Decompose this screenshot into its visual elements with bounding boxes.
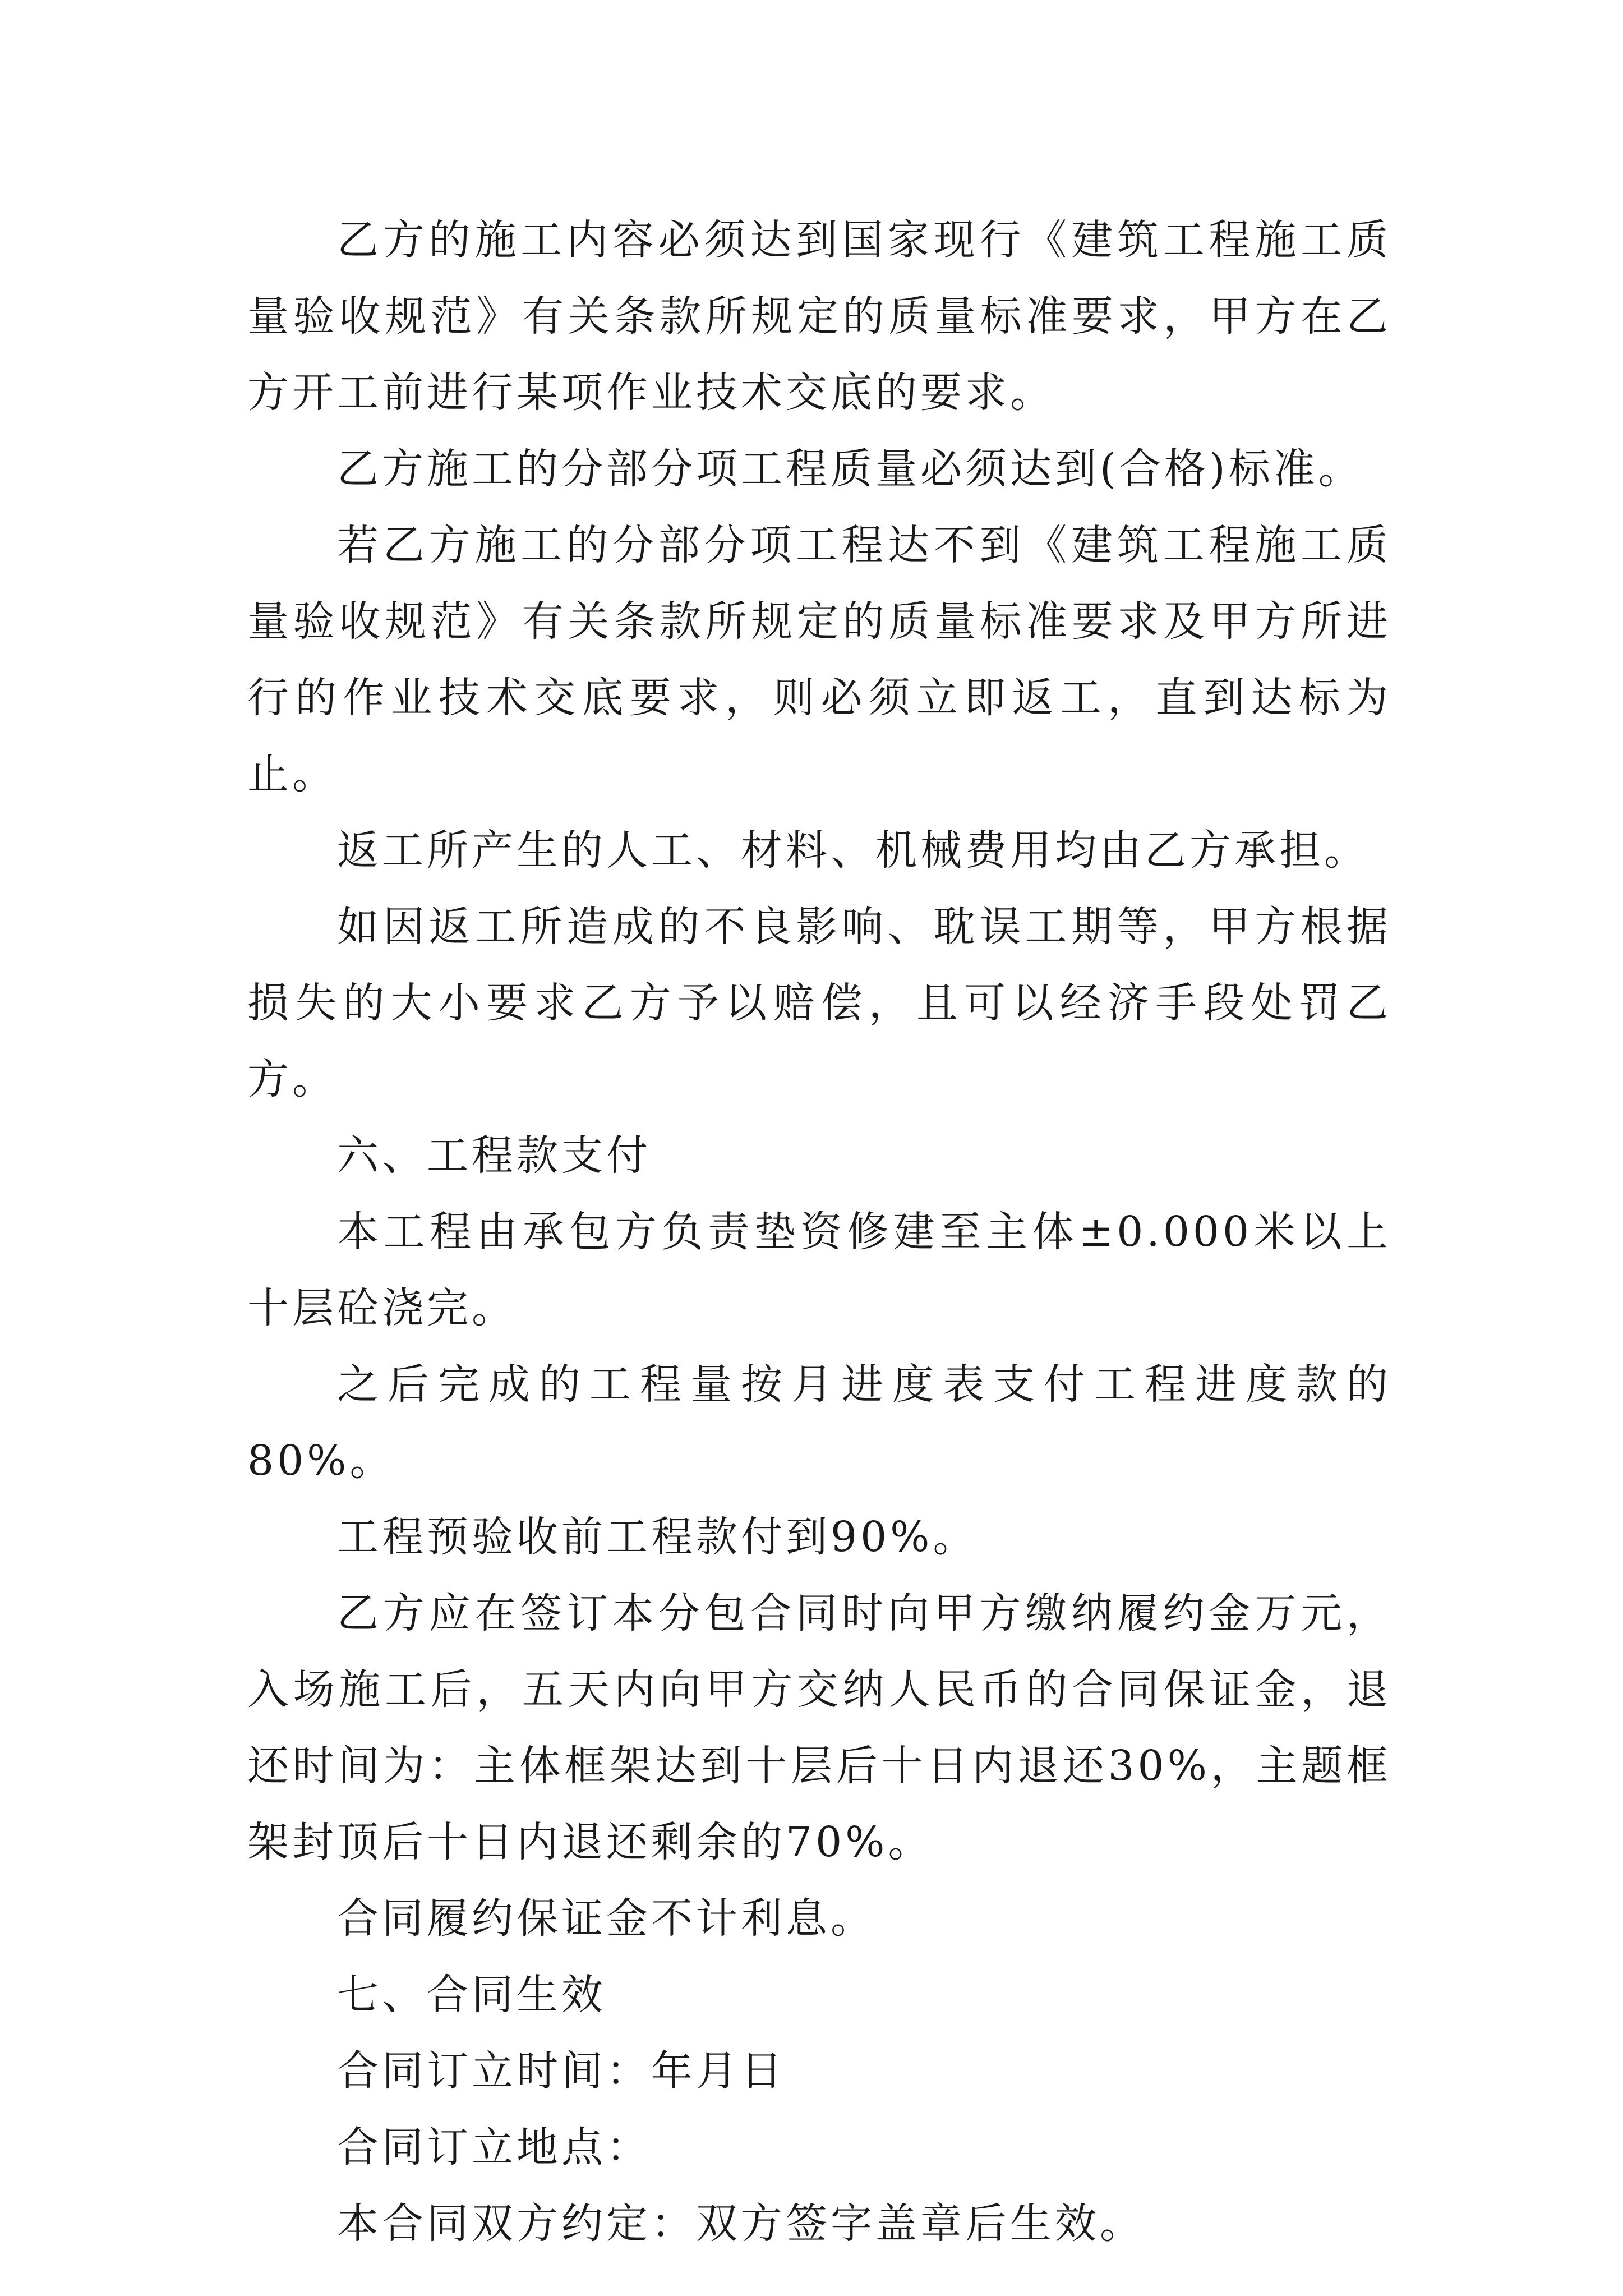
paragraph-pre-acceptance-payment: 工程预验收前工程款付到90%。 <box>337 1513 978 1561</box>
document-body <box>247 202 1391 2262</box>
section-heading-effectiveness: 七、合同生效 <box>337 1971 606 2019</box>
paragraph-signing-date: 合同订立时间：年月日 <box>337 2047 786 2095</box>
paragraph-compensation: 如因返工所造成的不良影响、耽误工期等，甲方根据损失的大小要求乙方予以赔偿，且可以经济手段处罚乙方。 <box>247 903 1391 1103</box>
paragraph-quality-requirements: 乙方的施工内容必须达到国家现行《建筑工程施工质量验收规范》有关条款所规定的质量标准要求，甲方在乙方开工前进行某项作业技术交底的要求。 <box>247 216 1391 417</box>
paragraph-no-interest: 合同履约保证金不计利息。 <box>337 1894 875 1943</box>
paragraph-rework-condition: 若乙方施工的分部分项工程达不到《建筑工程施工质量验收规范》有关条款所规定的质量标准要求及甲方所进行的作业技术交底要求，则必须立即返工，直到达标为止。 <box>247 521 1391 798</box>
paragraph-progress-payment: 之后完成的工程量按月进度表支付工程进度款的80%。 <box>247 1360 1391 1485</box>
paragraph-performance-deposit: 乙方应在签订本分包合同时向甲方缴纳履约金万元，入场施工后，五天内向甲方交纳人民币的合同保证金，退还时间为：主体框架达到十层后十日内退还30%，主题框架封顶后十日内退还剩余的70%。 <box>247 1589 1391 1866</box>
paragraph-quality-standard: 乙方施工的分部分项工程质量必须达到(合格)标准。 <box>337 445 1363 493</box>
paragraph-signing-place: 合同订立地点： <box>337 2123 651 2171</box>
paragraph-advance-funding: 本工程由承包方负责垫资修建至主体±0.000米以上十层砼浇完。 <box>247 1208 1391 1332</box>
section-heading-payment: 六、工程款支付 <box>337 1131 651 1180</box>
paragraph-effective-clause: 本合同双方约定：双方签字盖章后生效。 <box>337 2200 1145 2248</box>
paragraph-rework-costs: 返工所产生的人工、材料、机械费用均由乙方承担。 <box>337 826 1369 875</box>
